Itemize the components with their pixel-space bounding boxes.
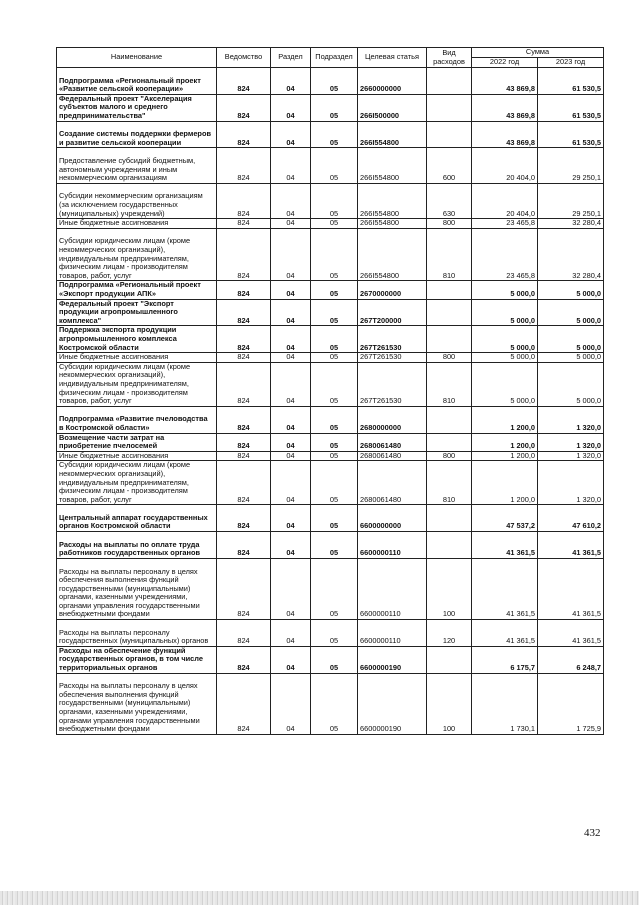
- cell-sum-2022: 5 000,0: [472, 299, 538, 326]
- header-year-2023: 2023 год: [538, 58, 604, 68]
- table-row: [57, 94, 604, 121]
- cell-razdel: 04: [271, 353, 311, 363]
- cell-podrazdel: 05: [311, 451, 358, 461]
- cell-name: Федеральный проект "Акселерация субъектов малого и среднего предпринимательства": [57, 94, 217, 121]
- table-row: [57, 362, 604, 406]
- cell-vedomstvo: 824: [217, 532, 271, 559]
- cell-target-article: 267T200000: [358, 299, 427, 326]
- cell-podrazdel: 05: [311, 646, 358, 673]
- cell-target-article: 266I554800: [358, 183, 427, 218]
- cell-sum-2023: 5 000,0: [538, 299, 604, 326]
- cell-name: Подпрограмма «Региональный проект «Экспорт продукции АПК»: [57, 281, 217, 299]
- cell-name: Возмещение части затрат на приобретение пчелосемей: [57, 433, 217, 451]
- cell-razdel: 04: [271, 326, 311, 353]
- table-row: [57, 406, 604, 433]
- cell-name: Подпрограмма «Региональный проект «Развитие сельской кооперации»: [57, 68, 217, 95]
- cell-expense-type: 800: [427, 353, 472, 363]
- cell-name: Расходы на выплаты персоналу в целях обеспечения выполнения функций государственными (муниципальными) органами, казенными учреждениями, органами управления государственными внебюджетными фондами: [57, 673, 217, 734]
- cell-name: Иные бюджетные ассигнования: [57, 451, 217, 461]
- table-row: [57, 353, 604, 363]
- cell-name: Поддержка экспорта продукции агропромышленного комплекса Костромской области: [57, 326, 217, 353]
- cell-sum-2023: 5 000,0: [538, 362, 604, 406]
- cell-vedomstvo: 824: [217, 121, 271, 148]
- cell-razdel: 04: [271, 620, 311, 647]
- header-sum: Сумма: [472, 48, 604, 58]
- table-row: [57, 646, 604, 673]
- cell-podrazdel: 05: [311, 228, 358, 281]
- cell-name: Субсидии юридическим лицам (кроме некоммерческих организаций), индивидуальным предпринимателям, физическим лицам - производителям товаров, работ, услуг: [57, 362, 217, 406]
- cell-target-article: 6600000110: [358, 558, 427, 619]
- cell-razdel: 04: [271, 121, 311, 148]
- cell-expense-type: 810: [427, 228, 472, 281]
- header-expense-type: Вид расходов: [427, 48, 472, 68]
- cell-sum-2022: 47 537,2: [472, 505, 538, 532]
- cell-vedomstvo: 824: [217, 219, 271, 229]
- cell-target-article: 266I554800: [358, 219, 427, 229]
- cell-expense-type: 810: [427, 461, 472, 505]
- cell-sum-2023: 1 320,0: [538, 461, 604, 505]
- cell-podrazdel: 05: [311, 299, 358, 326]
- cell-podrazdel: 05: [311, 406, 358, 433]
- cell-razdel: 04: [271, 433, 311, 451]
- cell-expense-type: [427, 433, 472, 451]
- cell-sum-2022: 5 000,0: [472, 326, 538, 353]
- page-number: 432: [584, 827, 601, 839]
- cell-expense-type: [427, 299, 472, 326]
- cell-razdel: 04: [271, 148, 311, 183]
- cell-sum-2022: 20 404,0: [472, 183, 538, 218]
- cell-podrazdel: 05: [311, 148, 358, 183]
- cell-sum-2022: 5 000,0: [472, 353, 538, 363]
- cell-name: Расходы на обеспечение функций государственных органов, в том числе территориальных органов: [57, 646, 217, 673]
- cell-name: Субсидии некоммерческим организациям (за исключением государственных (муниципальных) учреждений): [57, 183, 217, 218]
- cell-vedomstvo: 824: [217, 148, 271, 183]
- cell-expense-type: [427, 646, 472, 673]
- table-row: [57, 673, 604, 734]
- cell-sum-2022: 5 000,0: [472, 362, 538, 406]
- cell-podrazdel: 05: [311, 461, 358, 505]
- table-row: [57, 532, 604, 559]
- cell-sum-2022: 43 869,8: [472, 94, 538, 121]
- cell-name: Расходы на выплаты персоналу государственных (муниципальных) органов: [57, 620, 217, 647]
- cell-expense-type: 600: [427, 148, 472, 183]
- cell-expense-type: [427, 505, 472, 532]
- cell-podrazdel: 05: [311, 532, 358, 559]
- cell-vedomstvo: 824: [217, 68, 271, 95]
- cell-razdel: 04: [271, 532, 311, 559]
- cell-target-article: 2660000000: [358, 68, 427, 95]
- cell-sum-2023: 1 320,0: [538, 406, 604, 433]
- cell-sum-2022: 23 465,8: [472, 228, 538, 281]
- scan-edge-strip: [0, 891, 639, 905]
- table-row: [57, 148, 604, 183]
- cell-razdel: 04: [271, 362, 311, 406]
- cell-target-article: 267T261530: [358, 353, 427, 363]
- header-target-article: Целевая статья: [358, 48, 427, 68]
- cell-name: Субсидии юридическим лицам (кроме некоммерческих организаций), индивидуальным предпринимателям, физическим лицам - производителям товаров, работ, услуг: [57, 461, 217, 505]
- cell-vedomstvo: 824: [217, 281, 271, 299]
- cell-expense-type: 120: [427, 620, 472, 647]
- table-row: [57, 326, 604, 353]
- cell-razdel: 04: [271, 219, 311, 229]
- cell-podrazdel: 05: [311, 68, 358, 95]
- cell-sum-2022: 1 200,0: [472, 451, 538, 461]
- table-row: [57, 219, 604, 229]
- cell-podrazdel: 05: [311, 362, 358, 406]
- cell-target-article: 2680061480: [358, 461, 427, 505]
- cell-sum-2022: 41 361,5: [472, 620, 538, 647]
- cell-sum-2023: 41 361,5: [538, 558, 604, 619]
- cell-sum-2023: 5 000,0: [538, 326, 604, 353]
- cell-expense-type: [427, 532, 472, 559]
- cell-razdel: 04: [271, 68, 311, 95]
- cell-name: Подпрограмма «Развитие пчеловодства в Костромской области»: [57, 406, 217, 433]
- cell-vedomstvo: 824: [217, 326, 271, 353]
- budget-table-sheet: [56, 47, 603, 735]
- cell-podrazdel: 05: [311, 620, 358, 647]
- cell-podrazdel: 05: [311, 94, 358, 121]
- cell-sum-2023: 1 320,0: [538, 433, 604, 451]
- cell-razdel: 04: [271, 94, 311, 121]
- cell-razdel: 04: [271, 281, 311, 299]
- cell-podrazdel: 05: [311, 673, 358, 734]
- cell-vedomstvo: 824: [217, 299, 271, 326]
- cell-expense-type: [427, 121, 472, 148]
- cell-sum-2022: 1 200,0: [472, 433, 538, 451]
- cell-razdel: 04: [271, 505, 311, 532]
- cell-podrazdel: 05: [311, 326, 358, 353]
- table-row: [57, 451, 604, 461]
- table-row: [57, 299, 604, 326]
- cell-sum-2023: 29 250,1: [538, 183, 604, 218]
- cell-expense-type: [427, 326, 472, 353]
- cell-vedomstvo: 824: [217, 461, 271, 505]
- cell-vedomstvo: 824: [217, 228, 271, 281]
- cell-sum-2023: 6 248,7: [538, 646, 604, 673]
- cell-sum-2023: 32 280,4: [538, 219, 604, 229]
- cell-sum-2023: 41 361,5: [538, 620, 604, 647]
- table-row: [57, 433, 604, 451]
- cell-vedomstvo: 824: [217, 673, 271, 734]
- cell-razdel: 04: [271, 228, 311, 281]
- cell-sum-2023: 5 000,0: [538, 281, 604, 299]
- cell-sum-2023: 5 000,0: [538, 353, 604, 363]
- cell-target-article: 266I554800: [358, 148, 427, 183]
- table-body: [57, 68, 604, 735]
- table-row: [57, 183, 604, 218]
- cell-podrazdel: 05: [311, 183, 358, 218]
- cell-podrazdel: 05: [311, 281, 358, 299]
- header-razdel: Раздел: [271, 48, 311, 68]
- cell-name: Субсидии юридическим лицам (кроме некоммерческих организаций), индивидуальным предпринимателям, физическим лицам - производителям товаров, работ, услуг: [57, 228, 217, 281]
- cell-sum-2022: 1 200,0: [472, 461, 538, 505]
- cell-sum-2023: 61 530,5: [538, 121, 604, 148]
- cell-expense-type: 810: [427, 362, 472, 406]
- cell-podrazdel: 05: [311, 558, 358, 619]
- cell-expense-type: 630: [427, 183, 472, 218]
- header-vedomstvo: Ведомство: [217, 48, 271, 68]
- cell-expense-type: 100: [427, 558, 472, 619]
- cell-vedomstvo: 824: [217, 94, 271, 121]
- cell-name: Предоставление субсидий бюджетным, автономным учреждениям и иным некоммерческим организациям: [57, 148, 217, 183]
- cell-podrazdel: 05: [311, 121, 358, 148]
- cell-vedomstvo: 824: [217, 646, 271, 673]
- cell-vedomstvo: 824: [217, 433, 271, 451]
- cell-target-article: 6600000000: [358, 505, 427, 532]
- cell-vedomstvo: 824: [217, 620, 271, 647]
- cell-target-article: 6600000190: [358, 646, 427, 673]
- cell-target-article: 266I554800: [358, 121, 427, 148]
- cell-sum-2022: 23 465,8: [472, 219, 538, 229]
- cell-vedomstvo: 824: [217, 505, 271, 532]
- cell-podrazdel: 05: [311, 505, 358, 532]
- cell-sum-2023: 1 320,0: [538, 451, 604, 461]
- cell-sum-2023: 1 725,9: [538, 673, 604, 734]
- cell-target-article: 267T261530: [358, 362, 427, 406]
- table-row: [57, 461, 604, 505]
- cell-target-article: 2680000000: [358, 406, 427, 433]
- cell-razdel: 04: [271, 646, 311, 673]
- cell-name: Федеральный проект "Экспорт продукции агропромышленного комплекса": [57, 299, 217, 326]
- cell-vedomstvo: 824: [217, 353, 271, 363]
- cell-sum-2022: 43 869,8: [472, 68, 538, 95]
- cell-target-article: 266I500000: [358, 94, 427, 121]
- cell-sum-2022: 41 361,5: [472, 558, 538, 619]
- header-year-2022: 2022 год: [472, 58, 538, 68]
- budget-table: [56, 47, 604, 735]
- cell-sum-2022: 20 404,0: [472, 148, 538, 183]
- cell-target-article: 2680061480: [358, 451, 427, 461]
- cell-expense-type: [427, 281, 472, 299]
- table-row: [57, 620, 604, 647]
- cell-name: Расходы на выплаты по оплате труда работников государственных органов: [57, 532, 217, 559]
- table-row: [57, 228, 604, 281]
- cell-vedomstvo: 824: [217, 558, 271, 619]
- cell-sum-2023: 32 280,4: [538, 228, 604, 281]
- cell-expense-type: 800: [427, 451, 472, 461]
- cell-name: Иные бюджетные ассигнования: [57, 353, 217, 363]
- cell-razdel: 04: [271, 406, 311, 433]
- cell-razdel: 04: [271, 461, 311, 505]
- table-row: [57, 68, 604, 95]
- table-row: [57, 281, 604, 299]
- cell-razdel: 04: [271, 183, 311, 218]
- cell-sum-2023: 61 530,5: [538, 68, 604, 95]
- cell-sum-2023: 29 250,1: [538, 148, 604, 183]
- table-row: [57, 558, 604, 619]
- cell-name: Расходы на выплаты персоналу в целях обеспечения выполнения функций государственными (муниципальными) органами, казенными учреждениями, органами управления государственными внебюджетными фондами: [57, 558, 217, 619]
- cell-razdel: 04: [271, 673, 311, 734]
- cell-sum-2022: 5 000,0: [472, 281, 538, 299]
- cell-target-article: 6600000110: [358, 620, 427, 647]
- cell-expense-type: 800: [427, 219, 472, 229]
- cell-podrazdel: 05: [311, 433, 358, 451]
- cell-vedomstvo: 824: [217, 406, 271, 433]
- cell-podrazdel: 05: [311, 353, 358, 363]
- cell-name: Создание системы поддержки фермеров и развитие сельской кооперации: [57, 121, 217, 148]
- cell-sum-2023: 47 610,2: [538, 505, 604, 532]
- cell-razdel: 04: [271, 299, 311, 326]
- cell-vedomstvo: 824: [217, 183, 271, 218]
- header-name: Наименование: [57, 48, 217, 68]
- cell-razdel: 04: [271, 451, 311, 461]
- cell-expense-type: 100: [427, 673, 472, 734]
- cell-sum-2022: 6 175,7: [472, 646, 538, 673]
- cell-target-article: 2670000000: [358, 281, 427, 299]
- cell-target-article: 2680061480: [358, 433, 427, 451]
- cell-vedomstvo: 824: [217, 451, 271, 461]
- cell-expense-type: [427, 94, 472, 121]
- cell-target-article: 267T261530: [358, 326, 427, 353]
- cell-name: Центральный аппарат государственных органов Костромской области: [57, 505, 217, 532]
- cell-podrazdel: 05: [311, 219, 358, 229]
- cell-target-article: 6600000110: [358, 532, 427, 559]
- cell-name: Иные бюджетные ассигнования: [57, 219, 217, 229]
- cell-target-article: 266I554800: [358, 228, 427, 281]
- header-podrazdel: Подраздел: [311, 48, 358, 68]
- cell-expense-type: [427, 406, 472, 433]
- cell-target-article: 6600000190: [358, 673, 427, 734]
- table-row: [57, 121, 604, 148]
- cell-sum-2023: 61 530,5: [538, 94, 604, 121]
- cell-sum-2022: 41 361,5: [472, 532, 538, 559]
- cell-sum-2023: 41 361,5: [538, 532, 604, 559]
- cell-sum-2022: 1 730,1: [472, 673, 538, 734]
- cell-sum-2022: 1 200,0: [472, 406, 538, 433]
- cell-expense-type: [427, 68, 472, 95]
- cell-razdel: 04: [271, 558, 311, 619]
- cell-sum-2022: 43 869,8: [472, 121, 538, 148]
- table-row: [57, 505, 604, 532]
- cell-vedomstvo: 824: [217, 362, 271, 406]
